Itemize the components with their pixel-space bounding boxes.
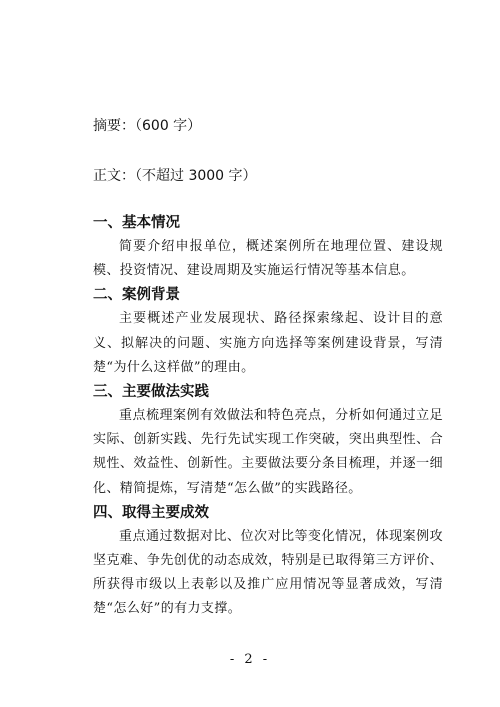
section-paragraph: 简要介绍申报单位，概述案例所在地理位置、建设规模、投资情况、建设周期及实施运行情况等基本信息。: [93, 239, 443, 279]
section-heading: 四、取得主要成效: [93, 504, 209, 521]
abstract-label: 摘要：: [93, 118, 135, 134]
section-paragraph: 重点梳理案例有效做法和特色亮点，分析如何通过立足实际、创新实践、先行先试实现工作突破，突出典型性、合规性、效益性、创新性。主要做法要分条目梳理，并逐一细化、精简提炼，写清楚“怎么做”的实践路径。: [93, 408, 443, 496]
section-paragraph: 重点通过数据对比、位次对比等变化情况，体现案例攻坚克难、争先创优的动态成效，特别是已取得第三方评价、所获得市级以上表彰以及推广应用情况等显著成效，写清楚“怎么好”的有力支撑。: [93, 528, 443, 617]
section-basic-info: [93, 211, 443, 283]
sections: [93, 211, 443, 622]
section-paragraph: 主要概述产业发展现状、路径探索缘起、设计目的意义、拟解决的问题、实施方向选择等案例建设背景，写清楚“为什么这样做”的理由。: [93, 311, 443, 375]
abstract-line: [93, 115, 201, 137]
section-heading: 二、案例背景: [93, 287, 180, 304]
section-heading: 三、主要做法实践: [93, 384, 209, 401]
section-heading: 一、基本情况: [93, 215, 180, 231]
body-text-label: 正文：: [93, 168, 135, 184]
abstract-note: （600 字）: [135, 118, 202, 134]
section-practices: [93, 380, 443, 501]
section-background: [93, 283, 443, 380]
section-results: [93, 501, 443, 622]
body-text-line: [93, 165, 257, 187]
body-text-note: （不超过 3000 字）: [135, 168, 257, 184]
page-number: - 2 -: [229, 652, 271, 667]
